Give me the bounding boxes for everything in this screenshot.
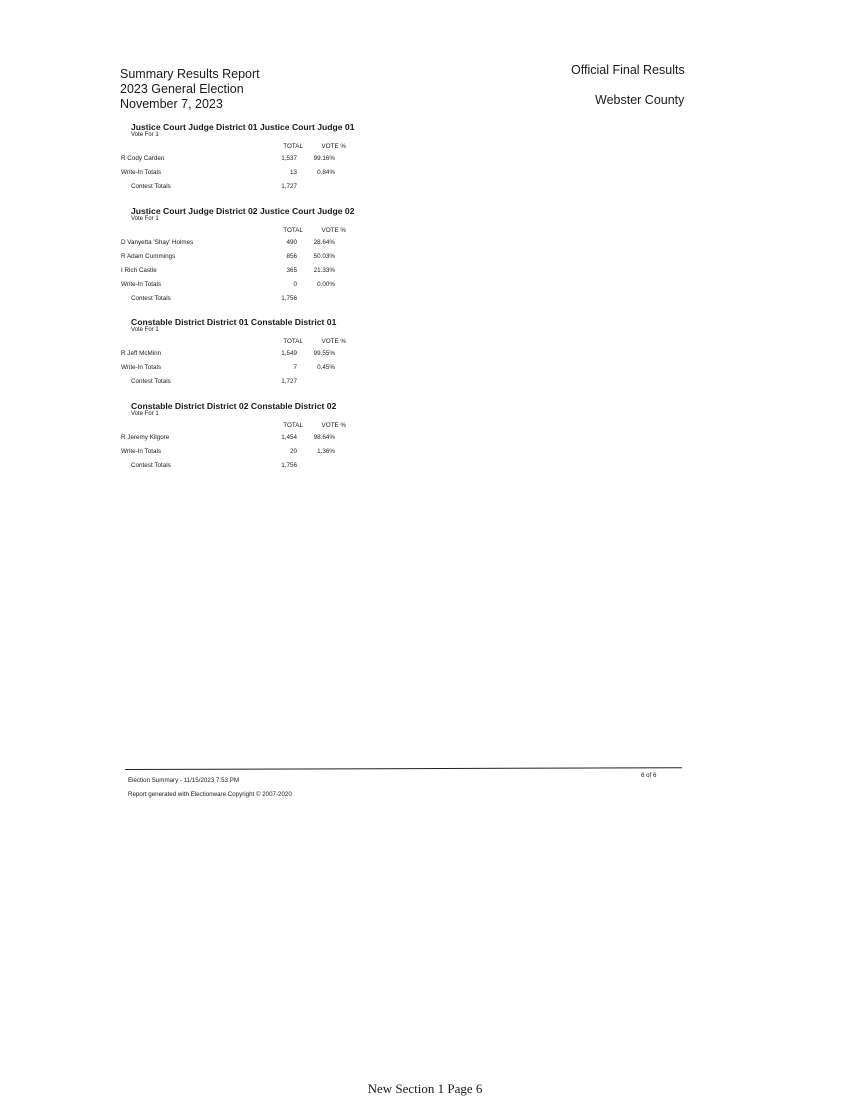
generated-by-line: Report generated with Electionware Copyright © 2007-2020	[128, 791, 292, 798]
contest-title: Justice Court Judge District 01 Justice Court Judge 01	[131, 122, 355, 132]
candidate-name: Write-In Totals	[121, 448, 162, 455]
vote-percent: 21.33%	[313, 267, 335, 274]
contest-totals-label: Contest Totals	[131, 183, 171, 190]
candidate-name: I Rich Castle	[121, 267, 157, 274]
contest-block	[119, 317, 359, 392]
vote-percent-column-header: VOTE %	[321, 338, 346, 345]
contest-totals-label: Contest Totals	[131, 462, 171, 469]
vote-total: 490	[286, 239, 297, 246]
contest-totals-label: Contest Totals	[131, 378, 171, 385]
vote-total: 365	[286, 267, 297, 274]
candidate-name: Write-In Totals	[121, 364, 162, 371]
election-date: November 7, 2023	[120, 97, 223, 111]
contest-totals-label: Contest Totals	[131, 295, 171, 302]
total-column-header: TOTAL	[283, 338, 303, 345]
candidate-name: R Adam Cummings	[121, 253, 176, 260]
vote-percent: 0.84%	[317, 169, 335, 176]
vote-percent-column-header: VOTE %	[321, 227, 346, 234]
contest-title: Justice Court Judge District 02 Justice Court Judge 02	[131, 206, 355, 216]
contest-title: Constable District District 02 Constable District 02	[131, 401, 337, 411]
page-caption: New Section 1 Page 6	[367, 1081, 483, 1096]
vote-percent: 98.64%	[313, 434, 335, 441]
vote-total: 1,549	[281, 350, 297, 357]
candidate-row	[119, 364, 359, 374]
vote-percent: 1.36%	[317, 448, 335, 455]
vote-total: 1,537	[281, 155, 297, 162]
contest-totals-row	[119, 295, 359, 305]
contest-totals-value: 1,727	[281, 378, 297, 385]
contest-block	[119, 401, 359, 476]
total-column-header: TOTAL	[283, 227, 303, 234]
candidate-row	[119, 448, 359, 458]
vote-percent-column-header: VOTE %	[321, 143, 346, 150]
contest-totals-row	[119, 462, 359, 472]
candidate-row	[119, 253, 359, 263]
page-of-indicator: 6 of 6	[641, 772, 657, 779]
report-title: Summary Results Report	[120, 67, 260, 81]
vote-percent: 99.16%	[313, 155, 335, 162]
vote-for-label: Vote For 1	[131, 411, 159, 417]
vote-for-label: Vote For 1	[131, 216, 159, 222]
county-name: Webster County	[595, 93, 685, 107]
candidate-row	[119, 169, 359, 179]
candidate-row	[119, 434, 359, 444]
vote-percent: 0.00%	[317, 281, 335, 288]
election-summary-timestamp: Election Summary - 11/15/2023 7:53 PM	[128, 777, 239, 784]
vote-percent: 50.03%	[313, 253, 335, 260]
candidate-row	[119, 239, 359, 249]
total-column-header: TOTAL	[283, 143, 303, 150]
contest-totals-value: 1,727	[281, 183, 297, 190]
vote-total: 856	[286, 253, 297, 260]
total-column-header: TOTAL	[283, 422, 303, 429]
candidate-name: R Jeff McMinn	[121, 350, 162, 357]
candidate-row	[119, 350, 359, 360]
candidate-name: R Cody Carden	[121, 155, 165, 162]
candidate-name: D Vanyetta 'Shay' Holmes	[121, 239, 194, 246]
vote-total: 13	[289, 169, 297, 176]
candidate-name: Write-In Totals	[121, 169, 162, 176]
contest-totals-row	[119, 378, 359, 388]
vote-total: 20	[289, 448, 297, 455]
contest-block	[119, 206, 359, 308]
candidate-row	[119, 281, 359, 291]
contest-title: Constable District District 01 Constable District 01	[131, 317, 337, 327]
contest-totals-value: 1,756	[281, 295, 297, 302]
election-name: 2023 General Election	[120, 82, 244, 96]
vote-for-label: Vote For 1	[131, 327, 159, 333]
vote-total: 1,454	[281, 434, 297, 441]
vote-for-label: Vote For 1	[131, 132, 159, 138]
vote-percent-column-header: VOTE %	[321, 422, 346, 429]
results-status: Official Final Results	[571, 63, 685, 77]
candidate-name: R Jeremy Kilgore	[121, 434, 170, 441]
contest-block	[119, 122, 359, 197]
vote-percent: 28.64%	[313, 239, 335, 246]
contest-totals-row	[119, 183, 359, 193]
vote-total: 0	[293, 281, 297, 288]
candidate-row	[119, 267, 359, 277]
vote-total: 7	[293, 364, 297, 371]
vote-percent: 0.45%	[317, 364, 335, 371]
contest-totals-value: 1,756	[281, 462, 297, 469]
vote-percent: 99.55%	[313, 350, 335, 357]
candidate-row	[119, 155, 359, 165]
footer-divider	[125, 767, 682, 770]
candidate-name: Write-In Totals	[121, 281, 162, 288]
